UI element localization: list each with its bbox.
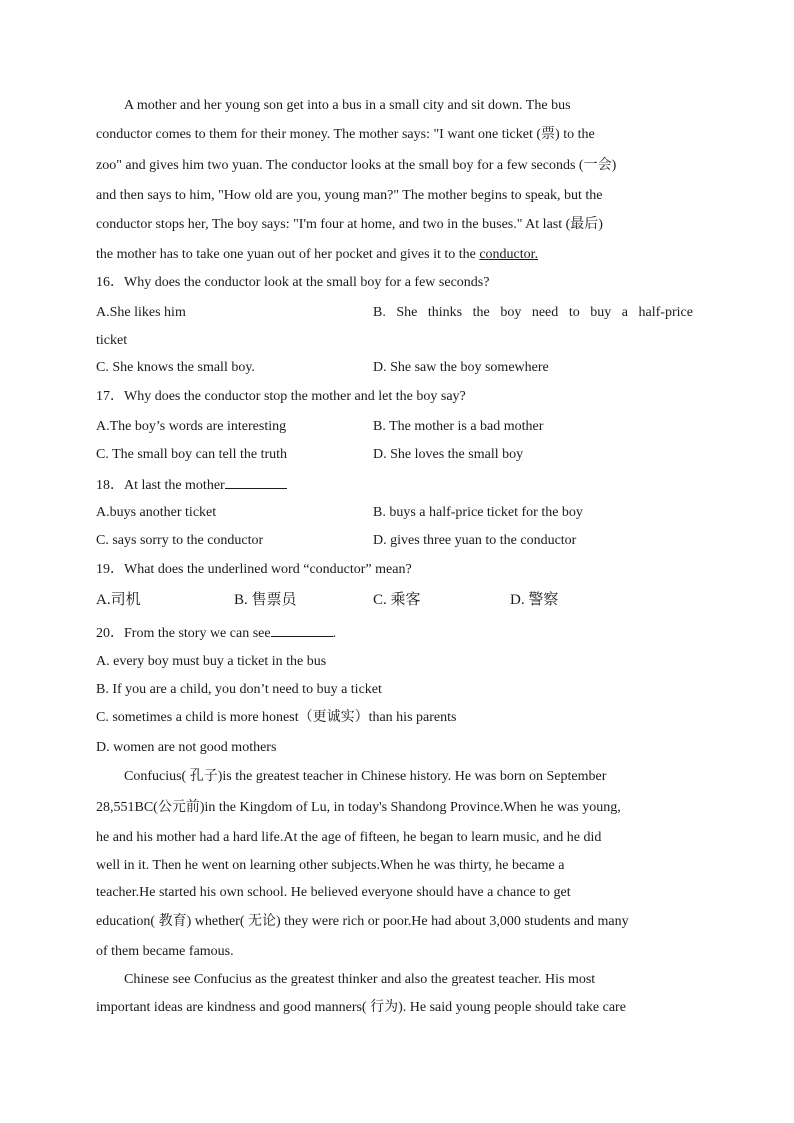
question-19-option-a: A.司机	[96, 592, 141, 608]
underlined-word-conductor: conductor	[479, 247, 535, 262]
question-16-option-b-wrap: ticket	[96, 333, 128, 348]
passage1-line-2: conductor comes to them for their money. The mother says: "I want one ticket (票) to the	[96, 127, 595, 142]
question-19-stem: 19．What does the underlined word “conductor” mean?	[96, 562, 412, 577]
option-b-word: She	[396, 305, 418, 320]
question-16-option-a: A.She likes him	[96, 305, 186, 320]
answer-blank	[225, 474, 287, 489]
question-16-option-c: C. She knows the small boy.	[96, 360, 255, 375]
question-20-stem-end: .	[332, 626, 337, 641]
option-b-word: to	[568, 305, 580, 320]
passage2-line-3: he and his mother had a hard life.At the age of fifteen, he began to learn music, and he did	[96, 830, 602, 845]
passage2-line-7: of them became famous.	[96, 944, 234, 959]
question-20-option-d: D. women are not good mothers	[96, 740, 277, 755]
question-20-stem	[96, 622, 336, 644]
question-17-option-b: B. The mother is a bad mother	[373, 419, 544, 434]
question-17-option-c: C. The small boy can tell the truth	[96, 447, 288, 462]
question-17-option-a: A.The boy’s words are interesting	[96, 419, 287, 434]
option-b-word: need	[531, 305, 559, 320]
question-18-option-d: D. gives three yuan to the conductor	[373, 533, 577, 548]
question-16-option-d: D. She saw the boy somewhere	[373, 360, 549, 375]
option-b-word: a	[621, 305, 628, 320]
passage2-line-6: education( 教育) whether( 无论) they were rich or poor.He had about 3,000 students and many	[96, 914, 629, 929]
passage2-line-4: well in it. Then he went on learning other subjects.When he was thirty, he became a	[96, 858, 565, 873]
question-18-option-c: C. says sorry to the conductor	[96, 533, 264, 548]
passage1-line-4: and then says to him, "How old are you, young man?" The mother begins to speak, but the	[96, 188, 603, 203]
question-20-option-c: C. sometimes a child is more honest（更诚实）than his parents	[96, 710, 457, 725]
question-19-option-d: D. 警察	[510, 592, 559, 608]
passage2-line-5: teacher.He started his own school. He believed everyone should have a chance to get	[96, 885, 571, 900]
question-17-stem: 17．Why does the conductor stop the mother and let the boy say?	[96, 389, 466, 404]
option-b-word: the	[472, 305, 490, 320]
option-b-word: buy	[590, 305, 612, 320]
question-19-option-b: B. 售票员	[234, 592, 297, 608]
option-b-word: thinks	[427, 305, 463, 320]
option-b-word: boy	[500, 305, 522, 320]
passage1-line-6-suffix: .	[534, 247, 539, 262]
question-17-option-d: D. She loves the small boy	[373, 447, 524, 462]
passage2-line-1: Confucius( 孔子)is the greatest teacher in Chinese history. He was born on September	[124, 769, 607, 784]
answer-blank	[271, 622, 333, 637]
question-20-stem-text: 20．From the story we can see	[96, 626, 271, 641]
question-19-option-c: C. 乘客	[373, 592, 421, 608]
passage1-line-1: A mother and her young son get into a bus in a small city and sit down. The bus	[124, 98, 571, 113]
passage2-line-2: 28,551BC(公元前)in the Kingdom of Lu, in today's Shandong Province.When he was young,	[96, 800, 621, 815]
question-20-option-a: A. every boy must buy a ticket in the bus	[96, 654, 327, 669]
passage1-line-6-prefix: the mother has to take one yuan out of her pocket and gives it to the	[96, 247, 480, 262]
passage3-line-1: Chinese see Confucius as the greatest thinker and also the greatest teacher. His most	[124, 972, 596, 987]
question-16-option-b	[373, 303, 693, 323]
question-16-stem: 16．Why does the conductor look at the small boy for a few seconds?	[96, 275, 490, 290]
passage1-line-3: zoo" and gives him two yuan. The conductor looks at the small boy for a few seconds (一会)	[96, 158, 617, 173]
passage1-line-5: conductor stops her, The boy says: "I'm four at home, and two in the buses." At last (最后)	[96, 217, 603, 232]
question-18-option-a: A.buys another ticket	[96, 505, 217, 520]
question-18-option-b: B. buys a half-price ticket for the boy	[373, 505, 583, 520]
option-b-word: half-price	[638, 305, 693, 320]
option-b-word: B.	[373, 305, 386, 320]
passage3-line-2: important ideas are kindness and good manners( 行为). He said young people should take care	[96, 1000, 626, 1015]
question-18-stem	[96, 474, 287, 496]
question-20-option-b: B. If you are a child, you don’t need to buy a ticket	[96, 682, 382, 697]
passage1-line-6	[96, 245, 538, 265]
question-18-stem-text: 18．At last the mother	[96, 478, 225, 493]
